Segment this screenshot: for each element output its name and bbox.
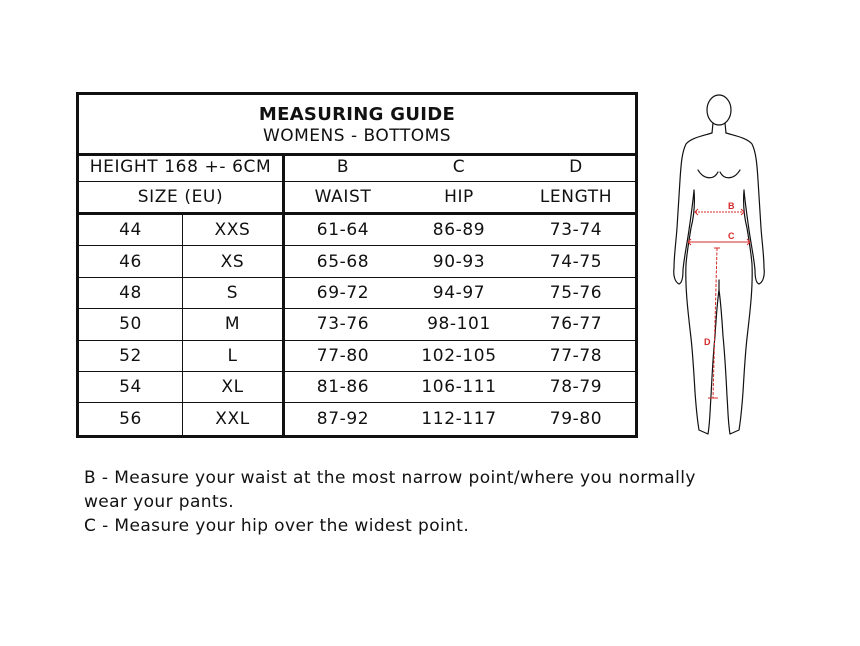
body-outline-figure: [664, 92, 784, 440]
label-b: B: [728, 201, 735, 211]
label-d: D: [704, 337, 711, 347]
length-cell: 74-75: [549, 251, 603, 272]
column-name-waist: WAIST: [314, 187, 372, 207]
header-row-letters: [79, 153, 635, 182]
waist-cell: 77-80: [316, 345, 370, 366]
measurement-lines: [688, 209, 750, 398]
height-label: HEIGHT 168 +- 6CM: [79, 153, 285, 181]
table-header: [79, 95, 635, 156]
note-hip: C - Measure your hip over the widest point.: [84, 516, 470, 536]
waist-cell: 81-86: [316, 377, 370, 398]
eu-size-cell: 46: [79, 246, 183, 276]
eu-size-cell: 56: [79, 403, 183, 434]
table-row: [79, 215, 635, 246]
table-row: [79, 309, 635, 340]
size-cell: XS: [183, 246, 285, 276]
hip-cell: 94-97: [432, 282, 486, 303]
hip-cell: 98-101: [427, 314, 491, 335]
table-title: MEASURING GUIDE: [258, 104, 456, 125]
eu-size-cell: 44: [79, 215, 183, 245]
measurement-notes: [84, 466, 744, 538]
waist-cell: 69-72: [316, 282, 370, 303]
hip-cell: 106-111: [421, 377, 497, 398]
measuring-guide-table: [76, 92, 638, 438]
size-cell: L: [183, 341, 285, 371]
size-cell: S: [183, 278, 285, 308]
eu-size-cell: 50: [79, 309, 183, 339]
table-row: [79, 403, 635, 434]
column-letter-b: B: [336, 157, 350, 177]
column-name-length: LENGTH: [539, 187, 613, 207]
body-outline-icon: [674, 95, 765, 434]
table-row: [79, 246, 635, 277]
size-eu-label: SIZE (EU): [79, 182, 285, 212]
hip-cell: 86-89: [432, 220, 486, 241]
size-cell: M: [183, 309, 285, 339]
length-cell: 75-76: [549, 282, 603, 303]
header-row-names: [79, 182, 635, 215]
waist-cell: 65-68: [316, 251, 370, 272]
waist-cell: 87-92: [316, 409, 370, 430]
label-c: C: [728, 231, 735, 241]
size-cell: XXL: [183, 403, 285, 434]
column-name-hip: HIP: [444, 187, 474, 207]
waist-cell: 73-76: [316, 314, 370, 335]
table-row: [79, 278, 635, 309]
length-cell: 73-74: [549, 220, 603, 241]
table-body: [79, 215, 635, 435]
length-cell: 77-78: [549, 345, 603, 366]
table-subtitle: WOMENS - BOTTOMS: [262, 126, 452, 146]
column-letter-d: D: [569, 157, 583, 177]
eu-size-cell: 52: [79, 341, 183, 371]
hip-cell: 112-117: [421, 409, 497, 430]
table-row: [79, 341, 635, 372]
eu-size-cell: 54: [79, 372, 183, 402]
table-row: [79, 372, 635, 403]
column-letter-c: C: [452, 157, 466, 177]
eu-size-cell: 48: [79, 278, 183, 308]
note-waist: B - Measure your waist at the most narrow point/where you normally wear your pants.: [84, 468, 696, 512]
hip-cell: 90-93: [432, 251, 486, 272]
length-cell: 76-77: [549, 314, 603, 335]
waist-cell: 61-64: [316, 220, 370, 241]
size-cell: XXS: [183, 215, 285, 245]
hip-cell: 102-105: [421, 345, 497, 366]
length-cell: 78-79: [549, 377, 603, 398]
size-cell: XL: [183, 372, 285, 402]
length-cell: 79-80: [549, 409, 603, 430]
